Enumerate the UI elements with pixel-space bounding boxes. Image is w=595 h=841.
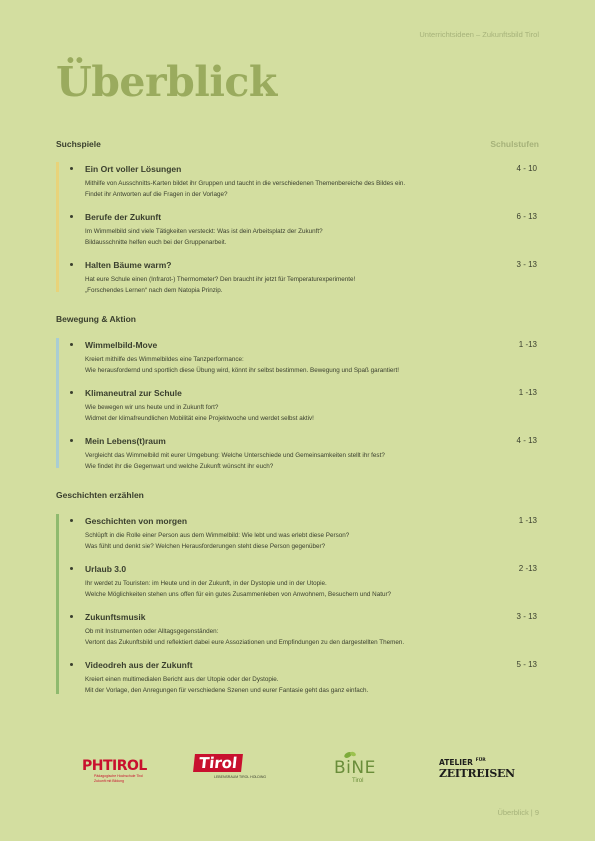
section-title-geschichten: Geschichten erzählen [56,490,144,500]
item-level: 1 -13 [518,340,537,349]
desc-line: Kreiert mithilfe des Wimmelbildes eine Tanzperformance: [85,356,244,363]
bine-logo-text: BiNE [334,758,376,778]
desc-line: Hat eure Schule einen (Infrarot-) Thermometer? Den braucht ihr jetzt für Temperaturexperimente! [85,276,356,283]
item-level: 2 -13 [518,564,537,573]
tirol-logo[interactable] [194,754,274,779]
leaf-icon [344,750,356,759]
item-level: 1 -13 [518,388,537,397]
desc-line: Kreiert einen multimedialen Bericht aus der Utopie oder der Dystopie. [85,676,279,683]
bullet-icon [70,567,73,570]
section-title-bewegung: Bewegung & Aktion [56,314,136,324]
tirol-logo-sub: LEBENSRAUM TIROL HOLDING [214,775,267,779]
item-title: Urlaub 3.0 [85,564,127,574]
bullet-icon [70,215,73,218]
page-title: Überblick [56,58,277,106]
item-level: 6 - 13 [516,212,537,221]
desc-line: Wie bewegen wir uns heute und in Zukunft fort? [85,404,219,411]
section-bar [56,338,59,468]
item-desc [85,179,405,200]
item-level: 4 - 10 [516,164,537,173]
desc-line: Widmet der klimafreundlichen Mobilität eine Projektwoche und werdet selbst aktiv! [85,414,314,422]
column-label-schulstufen: Schulstufen [490,139,539,149]
atelier-logo-line2: ZEITREISEN [439,767,515,780]
item-level: 3 - 13 [516,612,537,621]
section-geschichten [56,514,539,694]
phtirol-logo[interactable] [82,758,162,783]
item-title: Ein Ort voller Lösungen [85,164,182,174]
desc-line: Wie findet ihr die Gegenwart und welche Zukunft wünscht ihr euch? [85,462,274,470]
item-title: Videodreh aus der Zukunft [85,660,193,670]
item-desc [85,675,368,696]
desc-line: Schlüpft in die Rolle einer Person aus dem Wimmelbild: Wie lebt und was erlebt diese Person? [85,532,350,539]
item-title: Zukunftsmusik [85,612,146,622]
item-title: Klimaneutral zur Schule [85,388,182,398]
item-level: 1 -13 [518,516,537,525]
desc-line: Ihr werdet zu Touristen: im Heute und in der Zukunft, in der Dystopie und in der Utopie. [85,580,327,587]
desc-line: Im Wimmelbild sind viele Tätigkeiten versteckt: Was ist dein Arbeitsplatz der Zukunft? [85,228,323,235]
bine-logo[interactable] [334,752,394,784]
section-bar [56,514,59,694]
desc-line: Ob mit Instrumenten oder Alltagsgegenständen: [85,628,219,635]
item-desc [85,579,391,600]
tirol-logo-text: Tirol [193,754,243,772]
item-desc [85,531,349,552]
item-title: Halten Bäume warm? [85,260,172,270]
item-desc [85,403,314,424]
desc-line: Bildausschnitte helfen euch bei der Gruppenarbeit. [85,238,227,246]
bine-logo-sub: Tirol [352,778,364,784]
item-desc [85,355,399,376]
item-title: Berufe der Zukunft [85,212,162,222]
desc-line: Vergleicht das Wimmelbild mit eurer Umgebung: Welche Unterschiede und Gemeinsamkeiten stellt ihr fest? [85,452,385,459]
page-footer: Überblick | 9 [497,808,539,817]
atelier-logo-fuer: FÜR [475,758,486,763]
atelier-logo-word: ATELIER [439,758,473,767]
item-desc [85,227,323,248]
item-level: 3 - 13 [516,260,537,269]
item-desc [85,275,355,296]
section-bar [56,162,59,292]
desc-line: Wie herausfordernd und sportlich diese Übung wird, könnt ihr selbst bestimmen. Bewegung und Spaß garantiert! [85,366,399,374]
phtirol-logo-text: PHTIROL [82,758,147,774]
phtirol-logo-sub: Pädagogische Hochschule Tirol [94,774,144,778]
item-title: Geschichten von morgen [85,516,188,526]
desc-line: Findet ihr Antworten auf die Fragen in der Vorlage? [85,190,228,198]
section-title-suchspiele: Suchspiele [56,139,101,149]
phtirol-logo-sub: Zukunft mit Bildung [94,778,124,783]
item-desc [85,627,404,648]
item-title: Mein Lebens(t)raum [85,436,166,446]
section-suchspiele [56,162,539,292]
desc-line: Mithilfe von Ausschnitts-Karten bildet ihr Gruppen und taucht in die verschiedenen Themenbereiche des Bildes ein. [85,180,406,187]
bullet-icon [70,263,73,266]
desc-line: Mit der Vorlage, den Anregungen für verschiedene Szenen und eurer Fantasie geht das ganz einfach. [85,686,369,694]
item-level: 4 - 13 [516,436,537,445]
bullet-icon [70,343,73,346]
bullet-icon [70,615,73,618]
atelier-logo[interactable] [439,758,529,780]
partner-logos [56,752,539,792]
bullet-icon [70,519,73,522]
desc-line: Was fühlt und denkt sie? Welchen Herausforderungen steht diese Person gegenüber? [85,542,326,550]
bullet-icon [70,663,73,666]
section-bewegung [56,338,539,468]
item-desc [85,451,385,472]
item-level: 5 - 13 [516,660,537,669]
item-title: Wimmelbild-Move [85,340,158,350]
bullet-icon [70,391,73,394]
desc-line: „Forschendes Lernen“ nach dem Natopia Prinzip. [85,286,223,294]
atelier-logo-line1 [439,758,529,767]
desc-line: Vertont das Zukunftsbild und reflektiert dabei eure Assoziationen und Empfindungen zu den dargestellten Themen. [85,638,405,646]
desc-line: Welche Möglichkeiten stehen uns offen für ein gutes Zusammenleben von Anwohnern, Besuchern und Natur? [85,590,392,598]
bullet-icon [70,439,73,442]
bullet-icon [70,167,73,170]
running-header: Unterrichtsideen – Zukunftsbild Tirol [419,30,539,39]
